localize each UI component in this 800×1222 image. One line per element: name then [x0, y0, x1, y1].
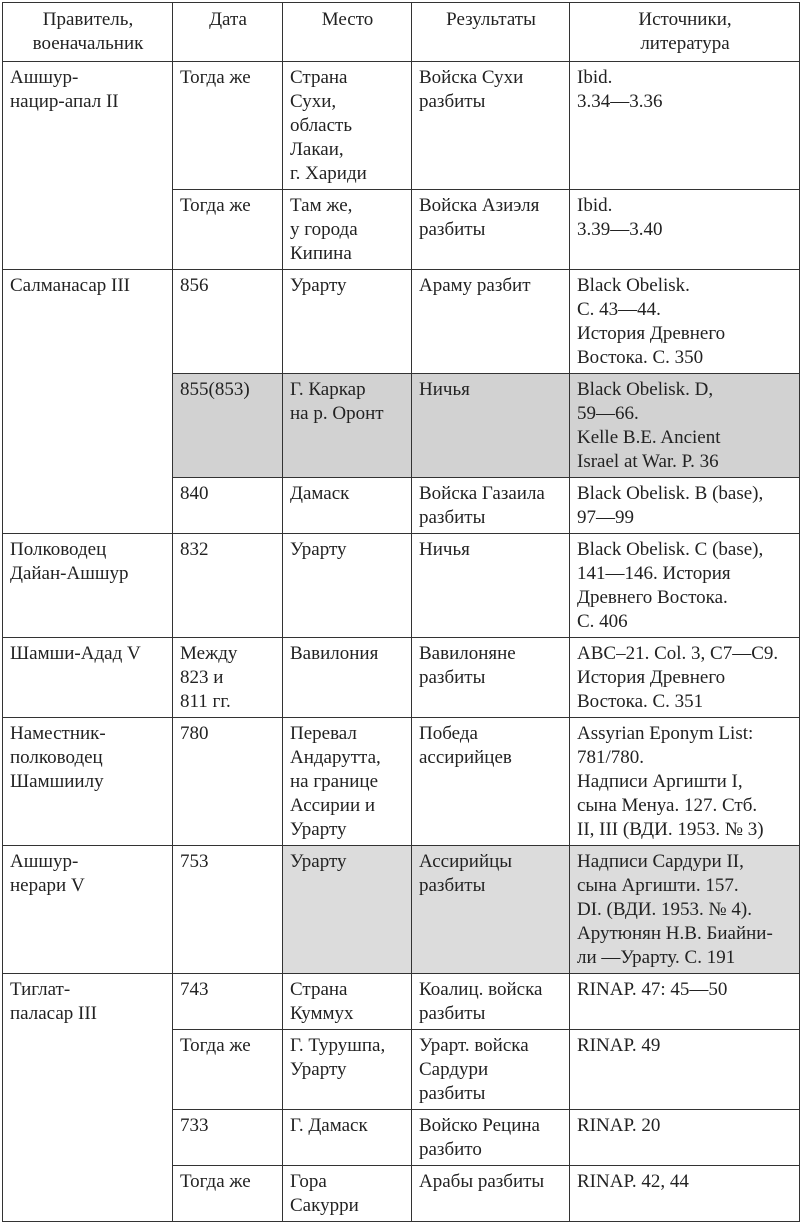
- table-header-row: [3, 3, 800, 62]
- place-cell: Г. Каркар на р. Оронт: [283, 374, 412, 478]
- ruler-cell: Наместник- полководец Шамшиилу: [3, 718, 173, 846]
- date-cell: 856: [173, 270, 283, 374]
- result-cell: Победа ассирийцев: [412, 718, 570, 846]
- table-row: [3, 718, 800, 846]
- header-place: Место: [283, 3, 412, 62]
- table-row: [3, 638, 800, 718]
- table-row: [3, 62, 800, 190]
- result-cell: Ничья: [412, 534, 570, 638]
- table-row: [3, 534, 800, 638]
- source-cell: Black Obelisk. D, 59—66. Kelle B.E. Ancient Israel at War. P. 36: [570, 374, 800, 478]
- source-cell: Black Obelisk. C (base), 141—146. История Древнего Востока. С. 406: [570, 534, 800, 638]
- source-cell: Ibid. 3.39—3.40: [570, 190, 800, 270]
- date-cell: Тогда же: [173, 1166, 283, 1222]
- place-cell: Дамаск: [283, 478, 412, 534]
- date-cell: 855(853): [173, 374, 283, 478]
- place-cell: Урарту: [283, 534, 412, 638]
- result-cell: Вавилоняне разбиты: [412, 638, 570, 718]
- source-cell: RINAP. 47: 45—50: [570, 974, 800, 1030]
- result-cell: Войска Азиэля разбиты: [412, 190, 570, 270]
- result-cell: Войско Рецина разбито: [412, 1110, 570, 1166]
- place-cell: Перевал Андарутта, на границе Ассирии и Урарту: [283, 718, 412, 846]
- place-cell: Там же, у города Кипина: [283, 190, 412, 270]
- date-cell: 743: [173, 974, 283, 1030]
- source-cell-highlighted: Надписи Сардури II, сына Аргишти. 157. DI. (ВДИ. 1953. № 4). Арутюнян Н.В. Биайни- ли —Урарту. С. 191: [570, 846, 800, 974]
- ruler-cell: Ашшур- нерари V: [3, 846, 173, 974]
- date-cell: Тогда же: [173, 1030, 283, 1110]
- table-row: [3, 846, 800, 974]
- date-cell: 840: [173, 478, 283, 534]
- place-cell: Г. Турушпа, Урарту: [283, 1030, 412, 1110]
- date-cell: Тогда же: [173, 62, 283, 190]
- place-cell-highlighted: Урарту: [283, 846, 412, 974]
- source-cell: Assyrian Eponym List: 781/780. Надписи Аргишти I, сына Менуа. 127. Стб. II, III (ВДИ. 1953. № 3): [570, 718, 800, 846]
- result-cell: Араму разбит: [412, 270, 570, 374]
- place-cell: Страна Куммух: [283, 974, 412, 1030]
- result-cell: Ничья: [412, 374, 570, 478]
- source-cell: Black Obelisk. С. 43—44. История Древнего Востока. С. 350: [570, 270, 800, 374]
- ruler-cell: Ашшур- нацир-апал II: [3, 62, 173, 270]
- place-cell: Гора Сакурри: [283, 1166, 412, 1222]
- result-cell-highlighted: Ассирийцы разбиты: [412, 846, 570, 974]
- date-cell: Тогда же: [173, 190, 283, 270]
- result-cell: Коалиц. войска разбиты: [412, 974, 570, 1030]
- result-cell: Урарт. войска Сардури разбиты: [412, 1030, 570, 1110]
- header-date: Дата: [173, 3, 283, 62]
- date-cell: 832: [173, 534, 283, 638]
- result-cell: Войска Сухи разбиты: [412, 62, 570, 190]
- source-cell: ABC–21. Col. 3, C7—C9. История Древнего Востока. С. 351: [570, 638, 800, 718]
- source-cell: Ibid. 3.34—3.36: [570, 62, 800, 190]
- ruler-cell: Тиглат- паласар III: [3, 974, 173, 1222]
- result-cell: Войска Газаила разбиты: [412, 478, 570, 534]
- date-cell: Между 823 и 811 гг.: [173, 638, 283, 718]
- place-cell: Урарту: [283, 270, 412, 374]
- ruler-cell: Салманасар III: [3, 270, 173, 534]
- source-cell: RINAP. 49: [570, 1030, 800, 1110]
- ruler-cell: Полководец Дайан-Ашшур: [3, 534, 173, 638]
- header-ruler: Правитель, военачальник: [3, 3, 173, 62]
- header-result: Результаты: [412, 3, 570, 62]
- place-cell: Г. Дамаск: [283, 1110, 412, 1166]
- date-cell: 753: [173, 846, 283, 974]
- date-cell: 780: [173, 718, 283, 846]
- source-cell: RINAP. 20: [570, 1110, 800, 1166]
- battles-table: [2, 2, 800, 1222]
- place-cell: Страна Сухи, область Лакаи, г. Хариди: [283, 62, 412, 190]
- header-source: Источники, литература: [570, 3, 800, 62]
- result-cell: Арабы разбиты: [412, 1166, 570, 1222]
- date-cell: 733: [173, 1110, 283, 1166]
- ruler-cell: Шамши-Адад V: [3, 638, 173, 718]
- source-cell: RINAP. 42, 44: [570, 1166, 800, 1222]
- table-row: [3, 270, 800, 374]
- table-row: [3, 974, 800, 1030]
- source-cell: Black Obelisk. B (base), 97—99: [570, 478, 800, 534]
- place-cell: Вавилония: [283, 638, 412, 718]
